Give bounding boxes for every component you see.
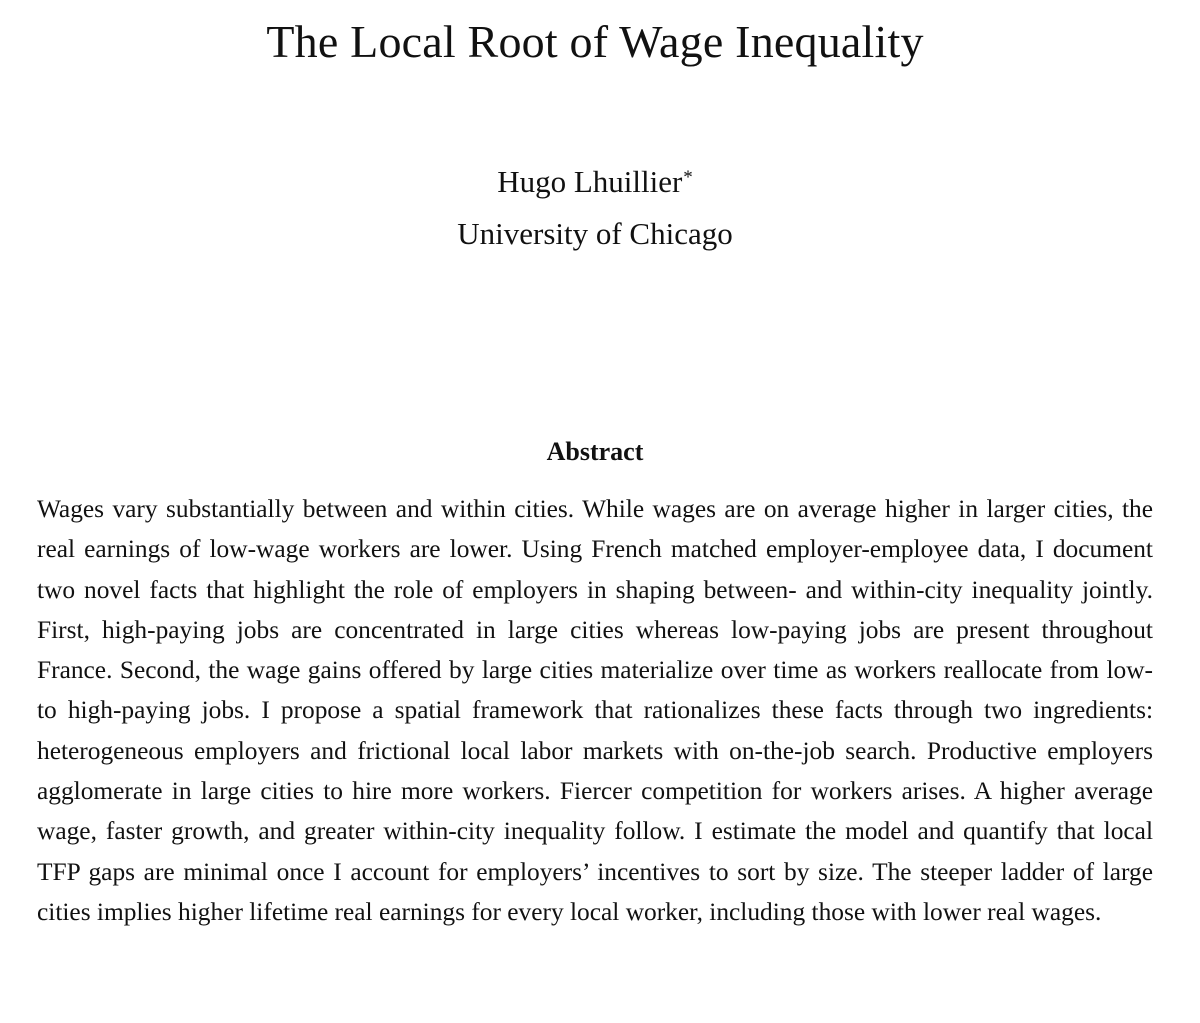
abstract-heading: Abstract [546,437,644,466]
author-footnote-mark[interactable]: * [683,167,693,188]
author-name-line [497,156,693,208]
author-block [0,156,1190,260]
author-name: Hugo Lhuillier [497,164,683,199]
author-affiliation: University of Chicago [457,216,733,251]
abstract-text: Wages vary substantially between and within cities. While wages are on average higher in larger cities, the real earnings of low-wage workers are lower. Using French matched employer-employee data, I document two novel facts that highlight the role of employers in shaping between- and within-city inequality jointly. First, high-paying jobs are concentrated in large cities whereas low-paying jobs are present throughout France. Second, the wage gains offered by large cities materialize over time as workers reallocate from low- to high-paying jobs. I propose a spatial framework that rationalizes these facts through two ingredients: heterogeneous employers and frictional local labor markets with on-the-job search. Productive employers agglomerate in large cities to hire more workers. Fiercer competition for workers arises. A higher average wage, faster growth, and greater within-city inequality follow. I estimate the model and quantify that local TFP gaps are minimal once I account for employers’ incentives to sort by size. The steeper ladder of large cities implies higher lifetime real earnings for every local worker, including those with lower real wages. [37,495,1153,926]
paper-title: The Local Root of Wage Inequality [266,16,924,67]
